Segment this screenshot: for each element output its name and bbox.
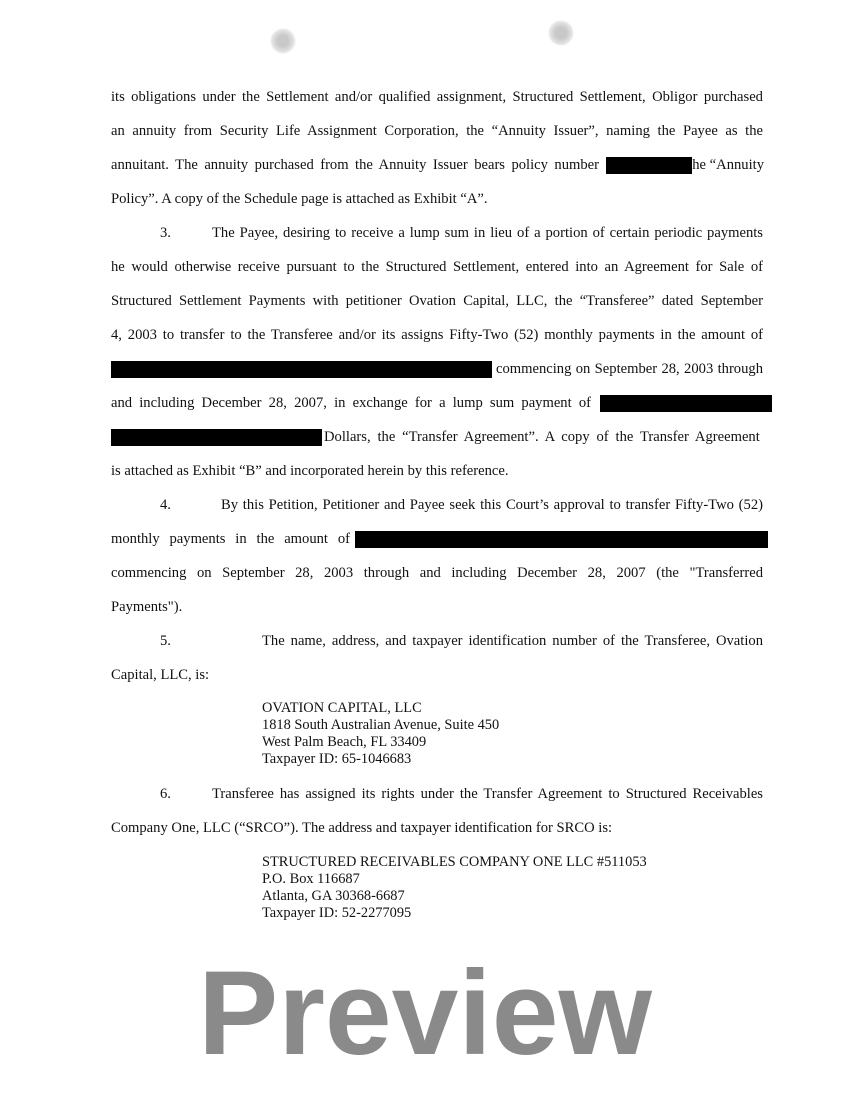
text-line	[111, 88, 764, 106]
srco-address	[262, 854, 647, 922]
address-line: STRUCTURED RECEIVABLES COMPANY ONE LLC #511053	[262, 854, 647, 870]
paragraph-number: 6.	[160, 786, 171, 802]
text: Capital, LLC, is:	[111, 667, 210, 683]
address-line: Taxpayer ID: 65-1046683	[262, 751, 412, 767]
address-line: Taxpayer ID: 52-2277095	[262, 905, 412, 921]
text: commencing on September 28, 2003 through and including December 28, 2007 (the "Transferred	[111, 565, 763, 581]
text: its obligations under the Settlement and/or qualified assignment, Structured Settlement, Obligor purchased	[111, 89, 763, 105]
redaction-box	[355, 531, 768, 548]
text: Transferee has assigned its rights under the Transfer Agreement to Structured Receivables	[212, 786, 763, 802]
text: Policy”. A copy of the Schedule page is attached as Exhibit “A”.	[111, 191, 488, 207]
text-line	[111, 156, 764, 174]
text-line	[111, 394, 772, 412]
text-line	[212, 224, 764, 242]
text-line	[111, 462, 764, 480]
text: annuitant. The annuity purchased from the Annuity Issuer bears policy number	[111, 157, 599, 173]
text-line	[111, 666, 764, 684]
text: an annuity from Security Life Assignment Corporation, the “Annuity Issuer”, naming the Payee as the	[111, 123, 763, 139]
redaction-box	[606, 157, 692, 174]
text: The name, address, and taxpayer identification number of the Transferee, Ovation	[262, 633, 763, 649]
text-line	[221, 496, 764, 514]
text: 4, 2003 to transfer to the Transferee and/or its assigns Fifty-Two (52) monthly payments in the amount of	[111, 327, 763, 343]
text: The Payee, desiring to receive a lump sum in lieu of a portion of certain periodic payments	[212, 225, 763, 241]
text-line	[111, 564, 764, 582]
text-line	[111, 428, 764, 446]
text: Structured Settlement Payments with petitioner Ovation Capital, LLC, the “Transferee” dated September	[111, 293, 763, 309]
text-line	[111, 530, 768, 548]
paragraph-number: 4.	[160, 497, 171, 513]
preview-watermark: Preview	[198, 946, 652, 1080]
scan-smudge	[270, 28, 296, 54]
text-line	[111, 122, 764, 140]
redaction-box	[600, 395, 772, 412]
text: Company One, LLC (“SRCO”). The address and taxpayer identification for SRCO is:	[111, 820, 613, 836]
text-line	[111, 598, 764, 616]
text-line	[111, 360, 764, 378]
text: commencing on September 28, 2003 through	[496, 361, 763, 377]
text: is attached as Exhibit “B” and incorporated herein by this reference.	[111, 463, 509, 479]
address-line: P.O. Box 116687	[262, 871, 360, 887]
text: he would otherwise receive pursuant to the Structured Settlement, entered into an Agreement for Sale of	[111, 259, 763, 275]
paragraph-number: 5.	[160, 633, 171, 649]
text-line	[212, 785, 764, 803]
text: monthly payments in the amount of	[111, 531, 350, 547]
text: and including December 28, 2007, in exchange for a lump sum payment of	[111, 395, 591, 411]
scan-smudge	[548, 20, 574, 46]
text-line	[111, 292, 764, 310]
address-line: Atlanta, GA 30368-6687	[262, 888, 405, 904]
redaction-box	[111, 429, 322, 446]
text-line	[111, 819, 764, 837]
text-line	[111, 326, 764, 344]
address-line: West Palm Beach, FL 33409	[262, 734, 427, 750]
paragraph-number: 3.	[160, 225, 171, 241]
text: Dollars, the “Transfer Agreement”. A copy of the Transfer Agreement	[324, 429, 760, 445]
text-line	[111, 190, 764, 208]
address-line: 1818 South Australian Avenue, Suite 450	[262, 717, 500, 733]
text: Payments").	[111, 599, 183, 615]
address-line: OVATION CAPITAL, LLC	[262, 700, 422, 716]
transferee-address	[262, 700, 499, 768]
redaction-box	[111, 361, 492, 378]
text: By this Petition, Petitioner and Payee seek this Court’s approval to transfer Fifty-Two (52)	[221, 497, 763, 513]
text-line	[111, 258, 764, 276]
text-line	[262, 632, 764, 650]
text: he “Annuity	[692, 157, 764, 173]
